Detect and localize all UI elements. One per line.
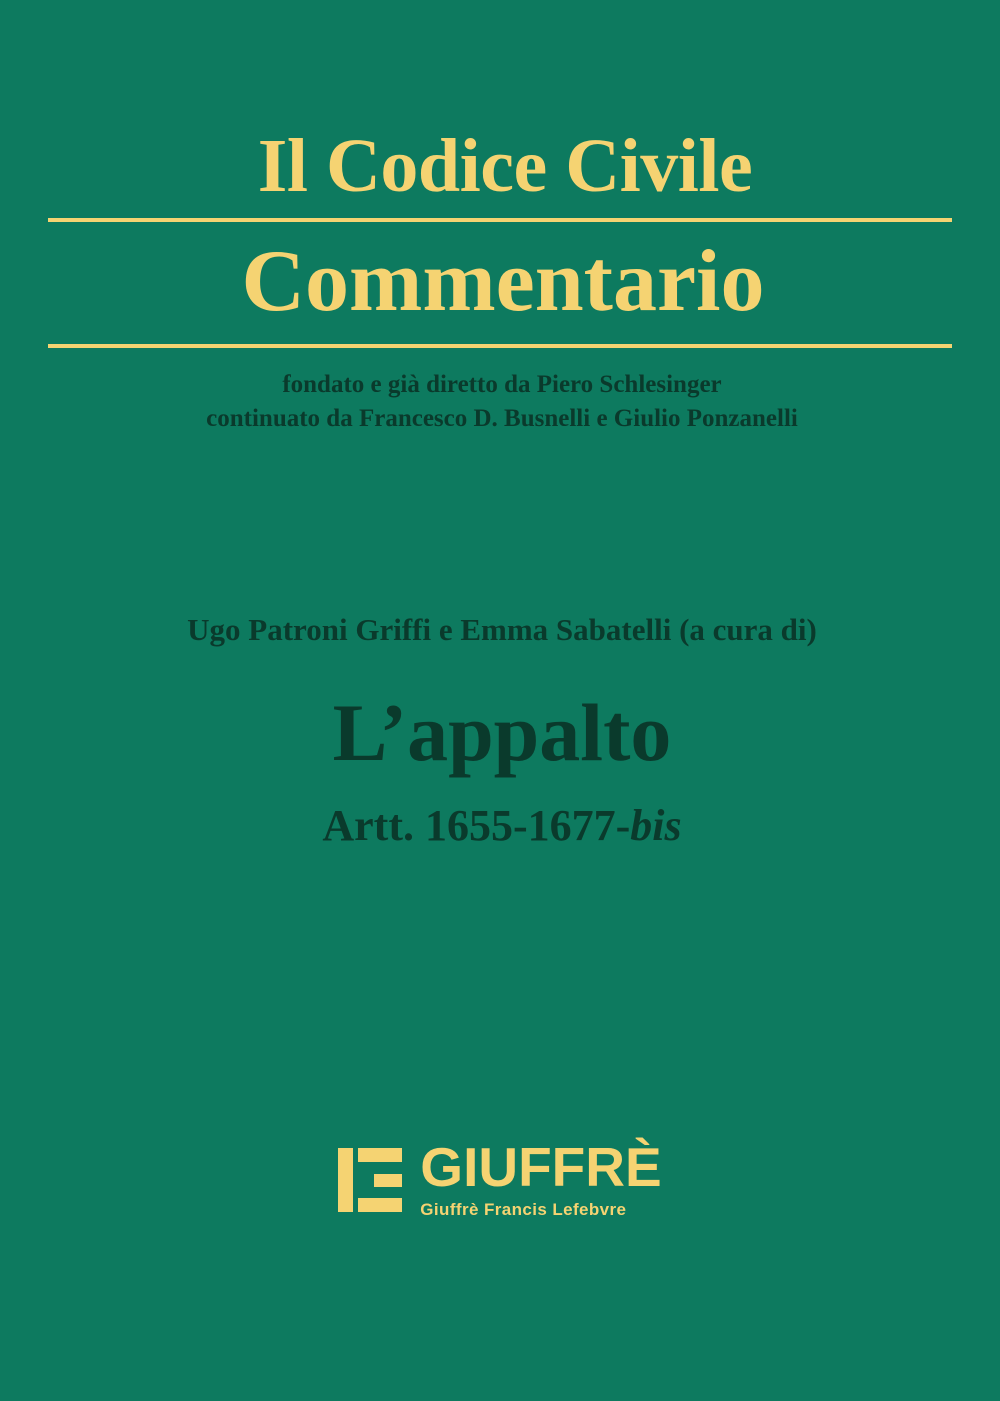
publisher-tagline: Giuffrè Francis Lefebvre — [420, 1200, 627, 1219]
publisher-block — [0, 1136, 1000, 1220]
divider-bottom — [48, 344, 952, 348]
publisher-name: GIUFFRÈ — [420, 1136, 662, 1198]
series-founders-line1: fondato e già diretto da Piero Schlesinger — [282, 371, 722, 398]
series-title: Il Codice Civile — [257, 124, 753, 208]
work-articles — [0, 800, 1000, 851]
work-editors: Ugo Patroni Griffi e Emma Sabatelli (a cura di) — [187, 612, 817, 647]
work-articles-prefix: Artt. 1655-1677- — [322, 801, 631, 850]
series-subtitle: Commentario — [241, 233, 765, 330]
work-articles-suffix: bis — [630, 801, 682, 850]
divider-top — [48, 218, 952, 222]
series-founders — [48, 368, 952, 436]
publisher-text — [420, 1136, 662, 1220]
series-founders-line2: continuato da Francesco D. Busnelli e Giulio Ponzanelli — [206, 404, 798, 432]
work-title: L’appalto — [332, 687, 672, 778]
giuffre-logo-icon — [338, 1148, 402, 1212]
series-block — [48, 124, 952, 436]
